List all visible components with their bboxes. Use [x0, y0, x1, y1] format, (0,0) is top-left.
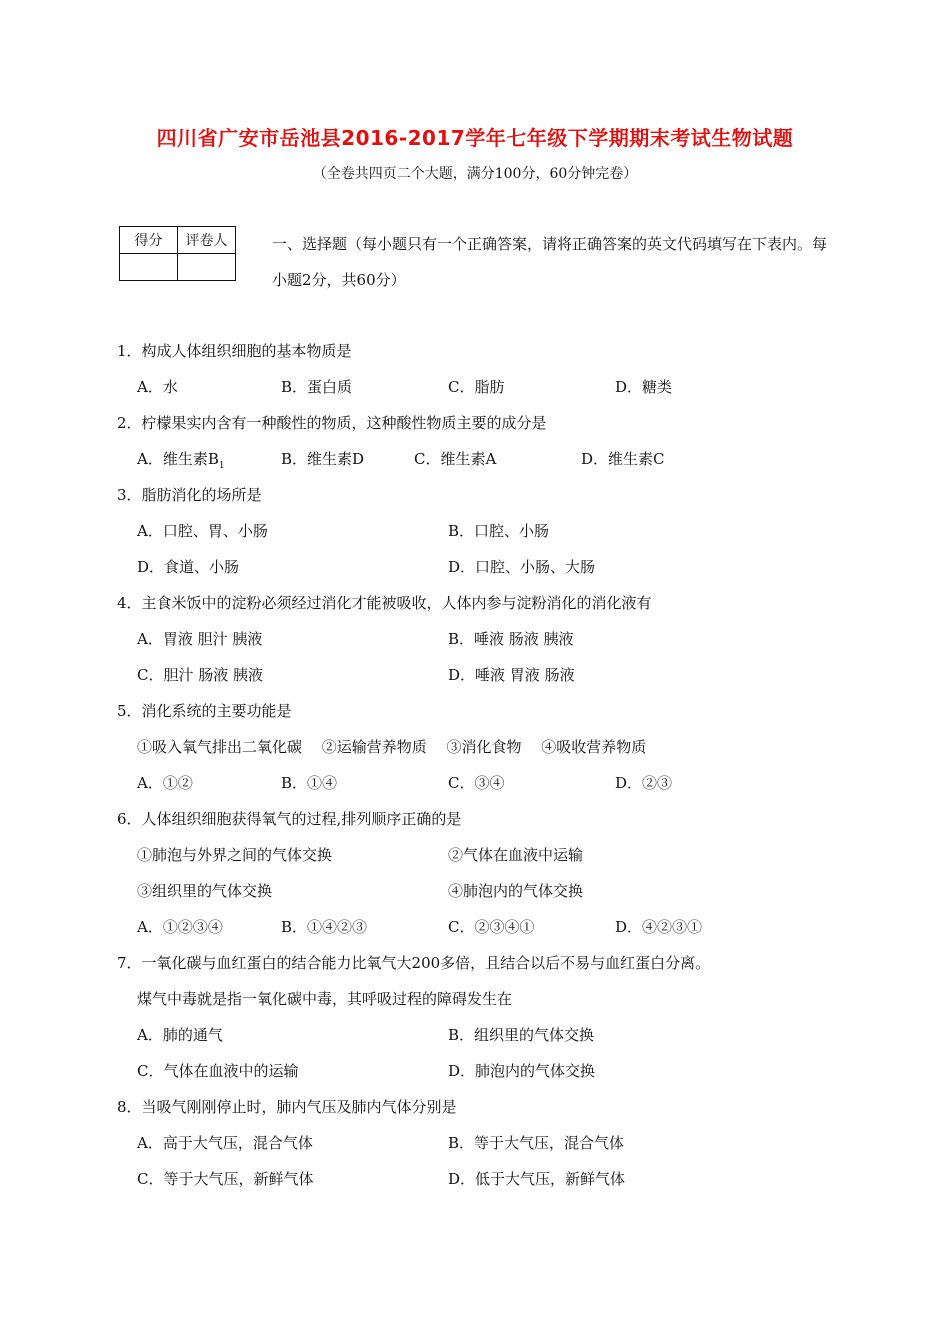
option-d: D．糖类 [615, 378, 673, 396]
option-b: B．唾液 肠液 胰液 [448, 630, 574, 648]
option-c: C．②③④① [448, 918, 535, 936]
option-c: C．脂肪 [448, 378, 505, 396]
option-b: B．等于大气压，混合气体 [448, 1134, 625, 1152]
question-stem-continued: 煤气中毒就是指一氧化碳中毒，其呼吸过程的障碍发生在 [137, 990, 513, 1008]
question-stem: 8．当吸气刚刚停止时，肺内气压及肺内气体分别是 [117, 1098, 457, 1116]
exam-subtitle: （全卷共四页二个大题，满分100分，60分钟完卷） [312, 166, 638, 182]
question-stem: 6．人体组织细胞获得氧气的过程,排列顺序正确的是 [117, 810, 462, 828]
option-c: C．③④ [448, 774, 505, 792]
option-c: C．等于大气压，新鲜气体 [137, 1170, 314, 1188]
option-d: D．肺泡内的气体交换 [448, 1062, 596, 1080]
option-d: D．口腔、小肠、大肠 [448, 558, 596, 576]
score-cell [120, 254, 178, 281]
section-heading: 一、选择题（每小题只有一个正确答案，请将正确答案的英文代码填写在下表内。每小题2分，共60分） [272, 235, 828, 289]
option-a: A．高于大气压，混合气体 [137, 1134, 313, 1152]
option-a: A．胃液 胆汁 胰液 [137, 630, 263, 648]
question-stem: 7．一氧化碳与血红蛋白的结合能力比氧气大200多倍，且结合以后不易与血红蛋白分离。 [117, 954, 711, 972]
option-c: C．胆汁 肠液 胰液 [137, 666, 264, 684]
question-item: ②气体在血液中运输 [448, 846, 584, 864]
grader-cell [178, 254, 236, 281]
question-item: ①肺泡与外界之间的气体交换 [137, 846, 333, 864]
question-stem: 3．脂肪消化的场所是 [117, 486, 262, 504]
option-a: A．水 [137, 378, 178, 396]
option-a [137, 448, 225, 471]
question-stem: 4．主食米饭中的淀粉必须经过消化才能被吸收，人体内参与淀粉消化的消化液有 [117, 594, 652, 612]
option-c: C．气体在血液中的运输 [137, 1062, 299, 1080]
option-d: D．②③ [615, 774, 673, 792]
question-item: ③组织里的气体交换 [137, 882, 273, 900]
question-stem: 1．构成人体组织细胞的基本物质是 [117, 342, 352, 360]
score-table [119, 226, 236, 281]
option-b: B．①④②③ [281, 918, 368, 936]
option-a: A．①②③④ [137, 918, 223, 936]
subscript: 1 [218, 461, 225, 471]
option-d: D．维生素C [581, 450, 665, 468]
option-d: D．唾液 胃液 肠液 [448, 666, 575, 684]
exam-title: 四川省广安市岳池县2016-2017学年七年级下学期期末考试生物试题 [156, 126, 794, 150]
option-d: D．低于大气压，新鲜气体 [448, 1170, 626, 1188]
option-a: A．①② [137, 774, 193, 792]
question-item: ④肺泡内的气体交换 [448, 882, 584, 900]
option-b: B．维生素D [281, 450, 365, 468]
option-c: D．食道、小肠 [137, 558, 240, 576]
option-c: C．维生素A [414, 450, 497, 468]
score-header: 得分 [120, 227, 178, 254]
option-d: D．④②③① [615, 918, 703, 936]
option-b: B．①④ [281, 774, 338, 792]
question-items: ①吸入氧气排出二氧化碳 ②运输营养物质 ③消化食物 ④吸收营养物质 [137, 738, 647, 756]
option-b: B．口腔、小肠 [448, 522, 550, 540]
option-a-text: A．维生素B [137, 450, 219, 468]
question-stem: 5．消化系统的主要功能是 [117, 702, 292, 720]
question-stem: 2．柠檬果实内含有一种酸性的物质，这种酸性物质主要的成分是 [117, 414, 547, 432]
option-a: A．口腔、胃、小肠 [137, 522, 268, 540]
grader-header: 评卷人 [178, 227, 236, 254]
option-b: B．蛋白质 [281, 378, 353, 396]
option-a: A．肺的通气 [137, 1026, 223, 1044]
option-b: B．组织里的气体交换 [448, 1026, 595, 1044]
